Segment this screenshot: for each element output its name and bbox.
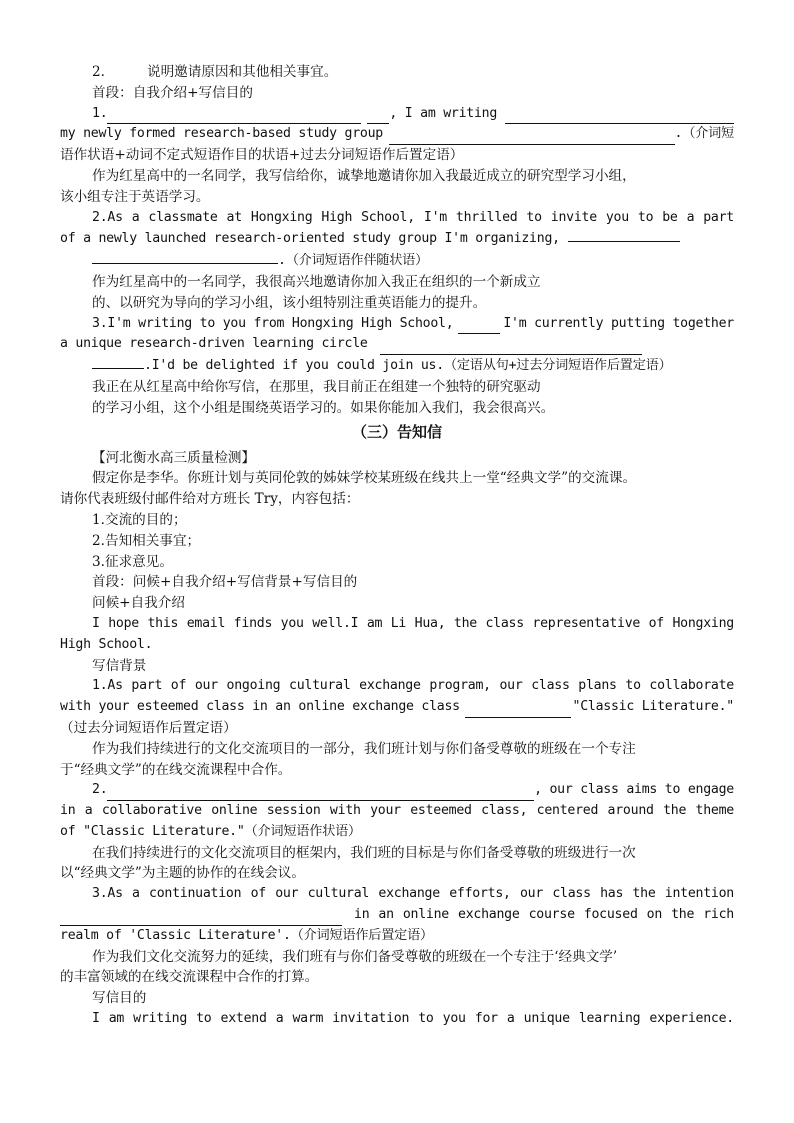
fill-line: my newly formed research-based study group .（介词短 <box>60 124 734 145</box>
fill-blank[interactable] <box>568 228 680 242</box>
heading-line: 问候+自我介绍 <box>92 595 185 612</box>
heading-line: 首段：自我介绍+写信目的 <box>92 84 253 101</box>
heading-line: 写信背景 <box>92 657 147 674</box>
fill-blank[interactable] <box>389 131 675 145</box>
english-line: 2.As a classmate at Hongxing High School, I'm thrilled to invite you to be a part <box>92 209 734 225</box>
item-line: 2. 说明邀请原因和其他相关事宜。 <box>92 64 338 80</box>
english-line: in a collaborative online session with your esteemed class, centered around the theme <box>60 803 734 819</box>
english-line: I am writing to extend a warm invitation to you for a unique learning experience. <box>92 1011 734 1027</box>
translation-line: 作为我们持续进行的文化交流项目的一部分，我们班计划与你们备受尊敬的班级在一个专注 <box>92 740 636 757</box>
translation-line: 的、以研究为导向的学习小组，该小组特别注重英语能力的提升。 <box>92 294 487 311</box>
note-line: （过去分词短语作后置定语） <box>60 719 237 736</box>
fill-blank[interactable] <box>465 704 571 718</box>
fill-blank[interactable] <box>107 787 534 801</box>
prompt-line: 假定你是李华。你班计划与英同伦敦的姊妹学校某班级在线共上一堂“经典文学”的交流课。 <box>92 470 637 487</box>
fill-line: a unique research-driven learning circle <box>60 334 734 355</box>
fill-blank[interactable] <box>107 110 361 124</box>
translation-line: 该小组专注于英语学习。 <box>60 188 210 205</box>
fill-blank[interactable] <box>367 110 389 124</box>
prompt-item: 1.交流的目的； <box>92 511 187 528</box>
fill-line: in an online exchange course focused on the rich <box>60 905 734 926</box>
fill-blank[interactable] <box>92 355 144 369</box>
english-line: 1.As part of our ongoing cultural exchange program, our class plans to collaborate <box>92 678 734 694</box>
english-line: of "Classic Literature."（介词短语作状语） <box>60 823 361 839</box>
translation-line: 我正在从红星高中给你写信，在那里，我目前正在组建一个独特的研究驱动 <box>92 378 541 395</box>
english-line: I hope this email finds you well.I am Li Hua, the class representative of Hongxing <box>92 615 734 631</box>
note-line: 语作状语+动词不定式短语作目的状语+过去分词短语作后置定语） <box>60 147 464 164</box>
english-line: High School. <box>60 636 153 652</box>
fill-line: .I'd be delighted if you could join us.（定语从句+过去分词短语作后置定语） <box>60 355 734 377</box>
fill-line: of a newly launched research-oriented study group I'm organizing, <box>60 228 734 250</box>
heading-line: 写信目的 <box>92 990 147 1007</box>
translation-line: 作为红星高中的一名同学，我写信给你，诚挚地邀请你加入我最近成立的研究型学习小组， <box>92 167 636 184</box>
fill-blank[interactable] <box>505 110 734 124</box>
translation-line: 的学习小组，这个小组是围绕英语学习的。如果你能加入我们，我会很高兴。 <box>92 399 555 416</box>
translation-line: 作为红星高中的一名同学，我很高兴地邀请你加入我正在组织的一个新成立 <box>92 273 541 290</box>
fill-blank[interactable] <box>92 250 278 264</box>
section-title: （三）告知信 <box>351 422 442 441</box>
fill-line: 2. , our class aims to engage <box>60 780 734 801</box>
translation-line: 作为我们文化交流努力的延续，我们班有与你们备受尊敬的班级在一个专注于‘经典文学’ <box>92 948 618 965</box>
english-line: realm of 'Classic Literature'.（介词短语作后置定语） <box>60 927 433 943</box>
source-label: 【河北衡水高三质量检测】 <box>92 449 256 466</box>
document-page <box>60 62 734 1030</box>
translation-line: 于“经典文学”的在线交流课程中合作。 <box>60 761 292 778</box>
translation-line: 在我们持续进行的文化交流项目的框架内，我们班的目标是与你们备受尊敬的班级进行一次 <box>92 844 636 861</box>
prompt-item: 3.征求意见。 <box>92 553 173 570</box>
fill-blank[interactable] <box>380 341 642 355</box>
translation-line: 的丰富领域的在线交流课程中合作的打算。 <box>60 969 319 986</box>
fill-blank[interactable] <box>60 912 342 926</box>
translation-line: 以“经典文学”为主题的协作的在线会议。 <box>60 865 305 882</box>
prompt-item: 2.告知相关事宜； <box>92 532 201 549</box>
fill-line: 3.I'm writing to you from Hongxing High School, I'm currently putting together <box>60 314 734 335</box>
fill-blank[interactable] <box>458 320 500 334</box>
heading-line: 首段：问候+自我介绍+写信背景+写信目的 <box>92 574 358 591</box>
fill-line: .（介词短语作伴随状语） <box>60 250 734 272</box>
fill-line: 1. , I am writing <box>60 104 734 125</box>
fill-line: with your esteemed class in an online exchange class "Classic Literature." <box>60 697 734 718</box>
prompt-line: 请你代表班级付邮件给对方班长 Try，内容包括： <box>60 491 360 508</box>
english-line: 3.As a continuation of our cultural exchange efforts, our class has the intention <box>92 886 734 902</box>
